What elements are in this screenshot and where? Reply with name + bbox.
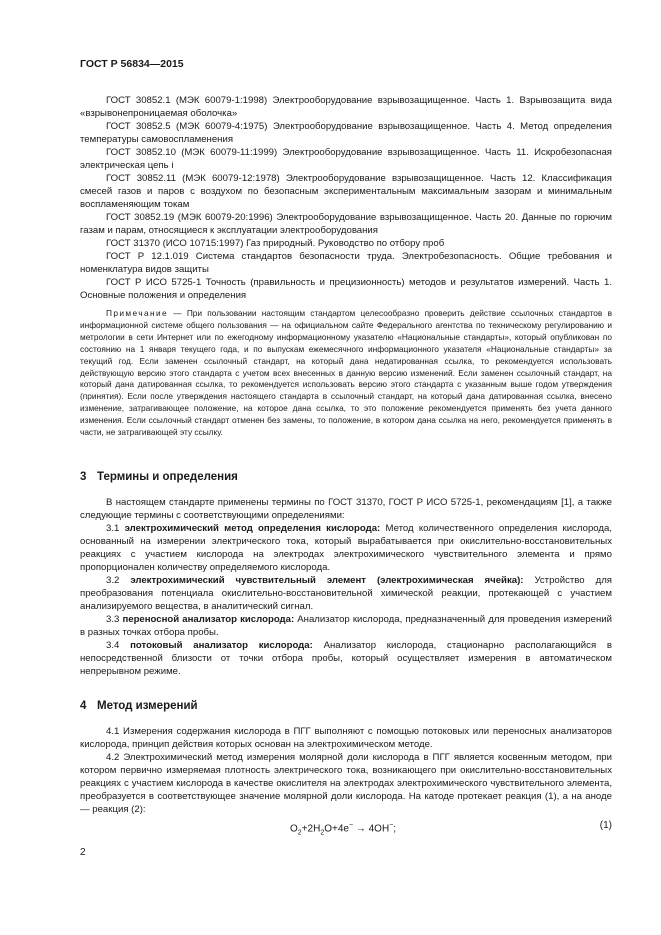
equation-1 — [80, 819, 612, 835]
term-number: 3.1 — [106, 523, 120, 534]
page-header-title: ГОСТ Р 56834—2015 — [80, 58, 184, 70]
reference-item: ГОСТ Р ИСО 5725-1 Точность (правильность и прецизионность) методов и результатов измерений. Часть 1. Основные положения и определения — [80, 277, 612, 301]
note-text: — При пользовании настоящим стандартом целесообразно проверить действие ссылочных стандартов в информационной системе общего пользования — на официальном сайте Федерального агентства по техническому регулированию и метрологии в сети Интернет или по ежегодному информационному указателю «Национальные стандарты», который опубликован по состоянию на 1 января текущего года, и по выпускам ежемесячного информационного указателя «Национальные стандарты» за текущий год. Если заменен ссылочный стандарт, на который дана недатированная ссылка, то рекомендуется использовать действующую версию этого стандарта с учетом всех внесенных в данную версию изменений. Если заменен ссылочный стандарт, на который дана датированная ссылка, то рекомендуется использовать версию этого стандарта с указанным выше годом утверждения (принятия). Если после утверждения настоящего стандарта в ссылочный стандарт, на который дана датированная ссылка, внесено изменение, затрагивающее положение, на которое дана ссылка, то это положение рекомендуется применять без учета данного изменения. Если ссылочный стандарт отменен без замены, то положение, в котором дана ссылка на него, рекомендуется применять в части, не затрагивающей эту ссылку. — [80, 308, 612, 438]
term-name: потоковый анализатор кислорода: — [130, 640, 313, 651]
section-3-heading — [80, 471, 612, 484]
eq-sub: 2 — [320, 829, 325, 837]
section-4-heading — [80, 700, 612, 713]
reference-item: ГОСТ Р 12.1.019 Система стандартов безопасности труда. Электробезопасность. Общие требования и номенклатура видов защиты — [80, 251, 612, 275]
section-3 — [80, 471, 612, 678]
section-4 — [80, 700, 612, 835]
paragraph-4-1: 4.1 Измерения содержания кислорода в ПГГ выполняют с помощью потоковых или переносных анализаторов кислорода, принцип действия которых основан на электрохимическом методе. — [80, 726, 612, 750]
eq-sup: − — [389, 822, 394, 829]
eq-part: → 4OH — [353, 823, 390, 835]
term-number: 3.2 — [106, 575, 120, 586]
term-definition — [80, 613, 612, 639]
reference-item: ГОСТ 30852.5 (МЭК 60079-4:1975) Электрооборудование взрывозащищенное. Часть 4. Метод определения температуры самовоспламенения — [80, 121, 612, 145]
section-intro: В настоящем стандарте применены термины по ГОСТ 31370, ГОСТ Р ИСО 5725-1, рекомендациям [1], а также следующие термины с соответствующими определениями: — [80, 497, 612, 521]
term-definition — [80, 639, 612, 678]
term-definition — [80, 574, 612, 613]
term-text: Анализатор кислорода, предназначенный для проведения измерений в разных точках отбора пробы. — [80, 614, 612, 638]
reference-item: ГОСТ 30852.10 (МЭК 60079-11:1999) Электрооборудование взрывозащищенное. Часть 11. Искробезопасная электрическая цепь i — [80, 147, 612, 171]
references-block — [80, 94, 612, 439]
reference-item: ГОСТ 30852.1 (МЭК 60079-1:1998) Электрооборудование взрывозащищенное. Часть 1. Взрывозащита вида «взрывонепроницаемая оболочка» — [80, 95, 612, 119]
note-paragraph — [80, 308, 612, 439]
page-number: 2 — [80, 847, 86, 858]
section-title: Термины и определения — [97, 471, 238, 483]
eq-part: +2H — [301, 823, 321, 835]
term-name: электрохимический метод определения кислорода: — [124, 523, 381, 534]
term-number: 3.3 — [106, 614, 120, 625]
eq-sub: 2 — [297, 829, 302, 837]
eq-part: O — [290, 823, 298, 835]
paragraph-4-2: 4.2 Электрохимический метод измерения молярной доли кислорода в ПГГ является косвенным методом, при котором первично измеряемая плотность электрического тока, возникающего при окислительно-восстановительных реакциях с участием кислорода в качестве окислителя на электродах электрохимического чувствительного элемента, преобразуется в соответствующее значение молярной доли кислорода. На катоде протекает реакция (1), а на аноде — реакция (2): — [80, 752, 612, 815]
term-name: электрохимический чувствительный элемент (электрохимическая ячейка): — [130, 575, 524, 586]
section-number: 4 — [80, 700, 87, 712]
eq-sup: − — [348, 822, 354, 829]
reference-item: ГОСТ 31370 (ИСО 10715:1997) Газ природный. Руководство по отбору проб — [106, 238, 445, 249]
term-name: переносной анализатор кислорода: — [122, 614, 295, 625]
term-text: Устройство для преобразования потенциала окислительно-восстановительной химической реакции, протекающей с участием анализируемого вещества, в аналитический сигнал. — [80, 575, 612, 612]
note-label: Примечание — [106, 308, 169, 318]
term-text: Метод количественного определения кислорода, основанный на измерении электрического тока, который вырабатывается при окислительно-восстановительных реакциях с участием кислорода на электродах электрохимического чувствительного элемента и прямо пропорционален количеству определяемого кислорода. — [80, 523, 613, 573]
section-number: 3 — [80, 471, 87, 483]
eq-part: ; — [393, 823, 397, 835]
term-text: Анализатор кислорода, стационарно располагающийся в непосредственной близости от точки отбора пробы, который осуществляет измерения в автоматическом непрерывном режиме. — [80, 640, 612, 677]
term-definition — [80, 522, 612, 574]
equation-number: (1) — [599, 820, 612, 831]
term-number: 3.4 — [106, 640, 120, 651]
reference-item: ГОСТ 30852.19 (МЭК 60079-20:1996) Электрооборудование взрывозащищенное. Часть 20. Данные по горючим газам и парам, относящиеся к эксплуатации электрооборудования — [80, 212, 612, 236]
reference-item: ГОСТ 30852.11 (МЭК 60079-12:1978) Электрооборудование взрывозащищенное. Часть 12. Классификация смесей газов и паров с воздухом по безопасным экспериментальным максимальным зазорам и минимальным воспламеняющим токам — [80, 173, 612, 210]
eq-part: O+4e — [324, 823, 349, 835]
equation-formula — [290, 819, 396, 839]
section-title: Метод измерений — [97, 700, 198, 712]
